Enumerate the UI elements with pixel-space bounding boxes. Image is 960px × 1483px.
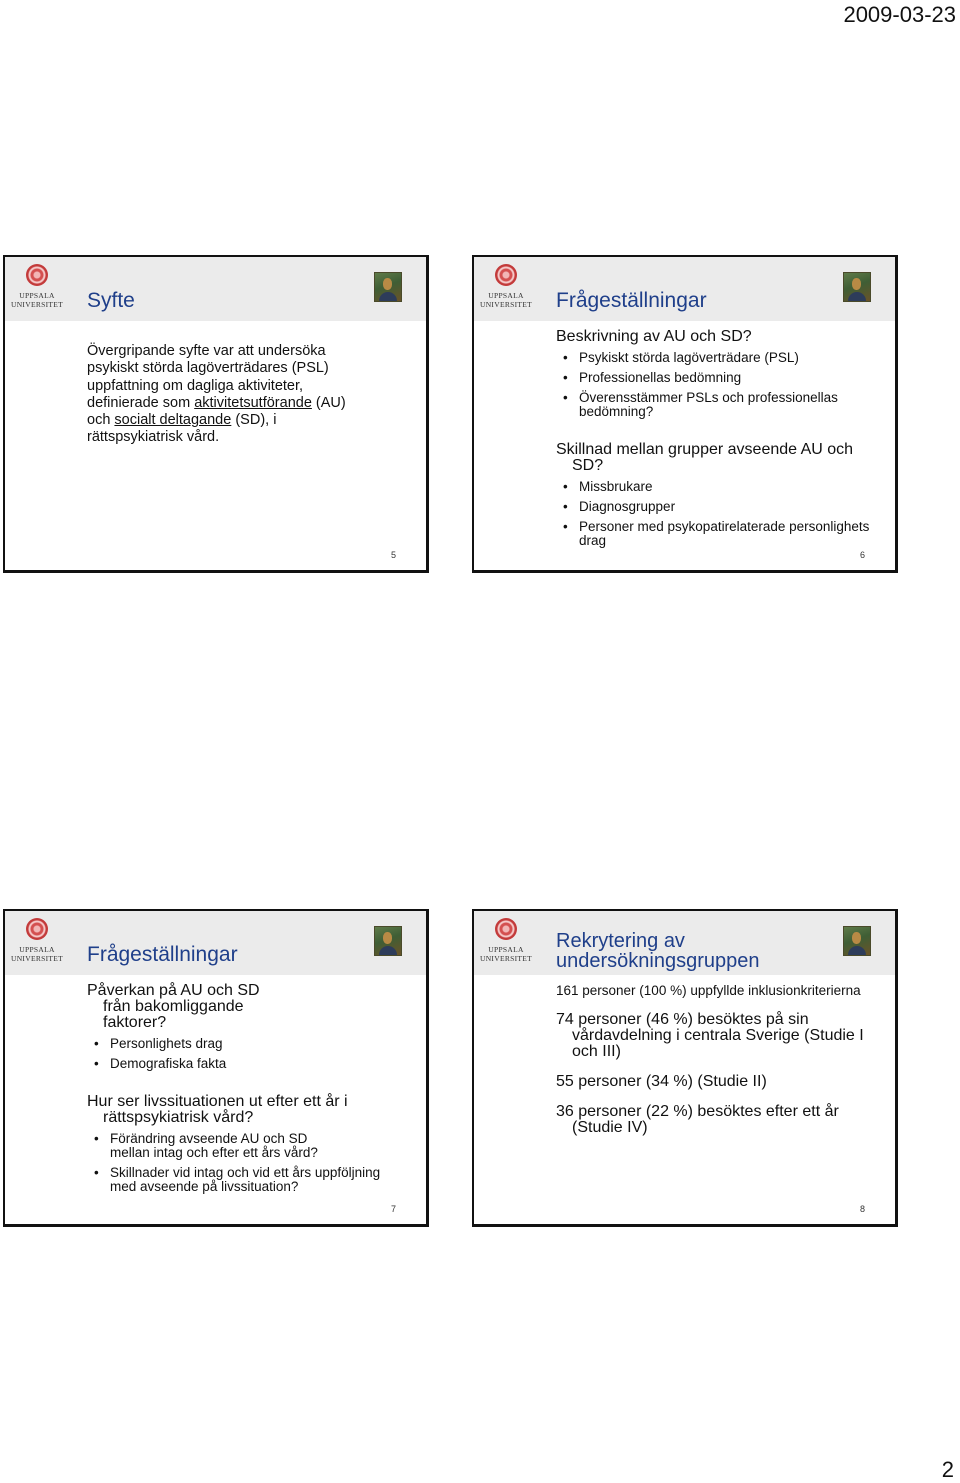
page-date: 2009-03-23: [843, 2, 956, 27]
recruitment-item: 161 personer (100 %) uppfyllde inklusionkriterierna: [556, 983, 861, 998]
slide-number: 7: [391, 1204, 397, 1214]
slide-title: Rekrytering av undersökningsgruppen: [556, 930, 760, 972]
question-heading: Beskrivning av AU och SD?: [556, 328, 752, 345]
slide-5: [3, 255, 429, 573]
logo-text: UPPSALA UNIVERSITET: [11, 291, 64, 309]
slide-7: [3, 909, 429, 1227]
question-heading: Skillnad mellan grupper avseende AU och SD?: [556, 441, 854, 474]
university-seal-icon: [26, 264, 48, 286]
slide-content: [87, 983, 390, 1194]
slide-6: [472, 255, 898, 573]
page-number: 2: [941, 1457, 954, 1482]
recruitment-item: 74 personer (46 %) besöktes på sin vårdavdelning i centrala Sverige (Studie I och III): [556, 1011, 864, 1060]
slide-title: Syfte: [87, 289, 135, 312]
recruitment-item: 36 personer (22 %) besöktes efter ett år (Studie IV): [556, 1103, 839, 1136]
question-heading: Påverkan på AU och SD från bakomliggande faktorer?: [87, 982, 260, 1031]
bullet-item: • Personer med psykopatirelaterade personlighets drag: [556, 520, 877, 548]
slide-header-band: [5, 257, 426, 321]
slide-content: [556, 983, 875, 1136]
slide-title: Frågeställningar: [87, 943, 238, 966]
bullet-item: • Psykiskt störda lagöverträdare (PSL): [556, 351, 877, 365]
bullet-item: • Personlighets drag: [87, 1037, 390, 1051]
portrait-icon: [374, 926, 402, 956]
uppsala-university-logo: [11, 918, 63, 968]
slide-number: 6: [860, 550, 866, 560]
portrait-icon: [843, 926, 871, 956]
university-seal-icon: [495, 264, 517, 286]
bullet-item: • Diagnosgrupper: [556, 500, 877, 514]
recruitment-item: 55 personer (34 %) (Studie II): [556, 1073, 767, 1090]
bullet-item: • Missbrukare: [556, 480, 877, 494]
university-seal-icon: [26, 918, 48, 940]
bullet-item: • Överensstämmer PSLs och professionellas bedömning?: [556, 391, 877, 419]
university-seal-icon: [495, 918, 517, 940]
bullet-item: • Demografiska fakta: [87, 1057, 390, 1071]
uppsala-university-logo: [480, 918, 532, 968]
slide-8: [472, 909, 898, 1227]
slide-number: 5: [391, 550, 397, 560]
slide-number: 8: [860, 1204, 866, 1214]
bullet-item: • Professionellas bedömning: [556, 371, 877, 385]
logo-text: UPPSALA UNIVERSITET: [11, 945, 64, 963]
logo-text: UPPSALA UNIVERSITET: [480, 291, 533, 309]
question-heading: Hur ser livssituationen ut efter ett år i rättspsykiatrisk vård?: [87, 1093, 348, 1126]
portrait-icon: [843, 272, 871, 302]
bullet-item: • Förändring avseende AU och SD mellan intag och efter ett års vård?: [87, 1132, 390, 1160]
uppsala-university-logo: [11, 264, 63, 314]
uppsala-university-logo: [480, 264, 532, 314]
slide-content: [87, 343, 366, 447]
portrait-icon: [374, 272, 402, 302]
logo-text: UPPSALA UNIVERSITET: [480, 945, 533, 963]
slide-content: [556, 329, 877, 548]
purpose-paragraph: Övergripande syfte var att undersöka psykiskt störda lagöverträdares (PSL) uppfattning om dagliga aktiviteter, definierade som aktivitetsutförande (AU) och socialt deltagande (SD), i rättspsykiatrisk vård.: [87, 343, 346, 446]
slide-title: Frågeställningar: [556, 289, 707, 312]
bullet-item: • Skillnader vid intag och vid ett års uppföljning med avseende på livssituation?: [87, 1166, 390, 1194]
